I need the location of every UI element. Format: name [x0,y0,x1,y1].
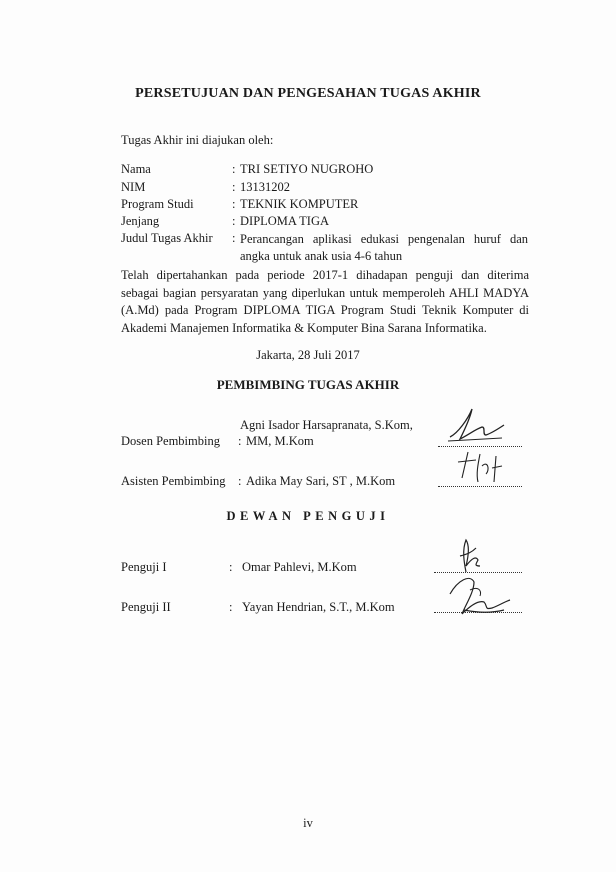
field-label-program-studi: Program Studi [121,197,194,211]
asisten-signature [452,448,512,488]
field-colon: : [232,162,236,176]
page-number: iv [303,816,313,830]
field-label-nama: Nama [121,162,151,176]
field-label-nim: NIM [121,180,146,194]
page-title: PERSETUJUAN DAN PENGESAHAN TUGAS AKHIR [135,86,481,101]
field-colon: : [232,197,236,211]
penguji1-label: Penguji I [121,560,167,574]
field-value-nim: 13131202 [240,180,290,194]
penguji2-signature [444,570,514,622]
intro-text: Tugas Akhir ini diajukan oleh: [121,133,274,147]
dosen-name-line1: Agni Isador Harsapranata, S.Kom, [240,418,413,432]
asisten-label: Asisten Pembimbing [121,474,226,488]
field-colon: : [232,214,236,228]
field-value-jenjang: DIPLOMA TIGA [240,214,330,228]
field-colon: : [232,180,236,194]
field-value-nama: TRI SETIYO NUGROHO [240,162,374,176]
dosen-label: Dosen Pembimbing [121,434,220,448]
penguji2-colon: : [229,600,233,614]
field-value-program-studi: TEKNIK KOMPUTER [240,197,359,211]
asisten-colon: : [238,474,242,488]
asisten-name: Adika May Sari, ST , M.Kom [246,474,396,488]
penguji2-label: Penguji II [121,600,171,614]
dosen-name-line2: MM, M.Kom [246,434,314,448]
field-label-judul: Judul Tugas Akhir [121,231,213,245]
field-value-judul: Perancangan aplikasi edukasi pengenalan huruf dan angka untuk anak usia 4-6 tahun [240,232,528,263]
penguji1-colon: : [229,560,233,574]
examiners-heading: DEWAN PENGUJI [226,509,390,523]
supervisors-heading: PEMBIMBING TUGAS AKHIR [216,377,400,392]
penguji1-name: Omar Pahlevi, M.Kom [242,560,357,574]
approval-paragraph: Telah dipertahankan pada periode 2017-1 dihadapan penguji dan diterima sebagai bagian persyaratan yang diperlukan untuk memperoleh AHLI MADYA (A.Md) pada Program DIPLOMA TIGA Program Studi Teknik Komputer di Akademi Manajemen Informatika & Komputer Bina Sarana Informatika. [121,268,529,335]
field-label-jenjang: Jenjang [121,214,160,228]
field-colon: : [232,231,236,245]
penguji2-name: Yayan Hendrian, S.T., M.Kom [242,600,395,614]
date-text: Jakarta, 28 Juli 2017 [256,348,360,362]
dosen-signature [446,405,506,449]
dosen-colon: : [238,434,242,448]
